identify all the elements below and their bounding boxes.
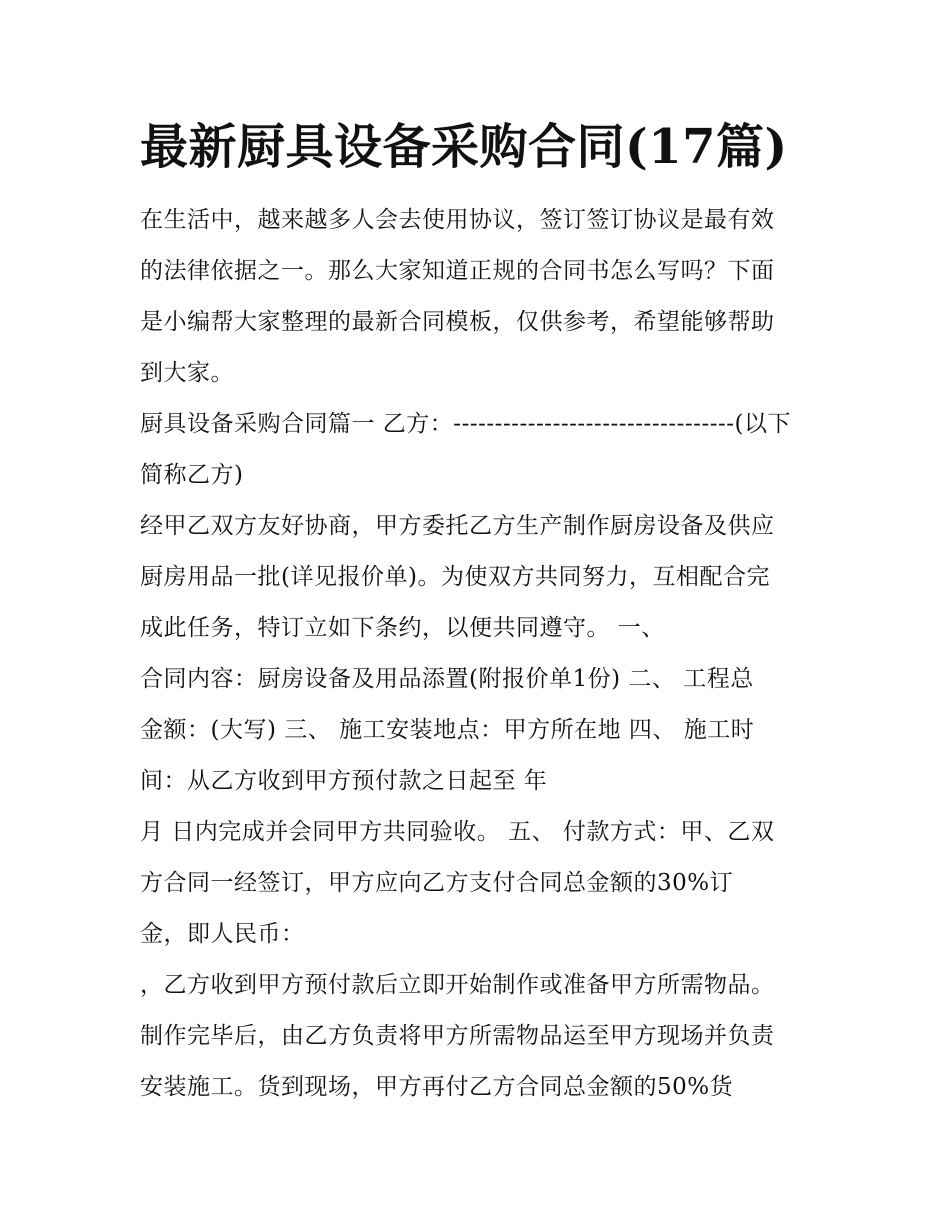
body-line-14: 方合同一经签订，甲方应向乙方支付合同总金额的30%订 [140,870,734,896]
body-line-3: 是小编帮大家整理的最新合同模板，仅供参考，希望能够帮助 [140,309,775,335]
body-line-7: 经甲乙双方友好协商，甲方委托乙方生产制作厨房设备及供应 [140,513,775,539]
body-line-8: 厨房用品一批(详见报价单)。为使双方共同努力，互相配合完 [140,564,770,590]
body-line-2: 的法律依据之一。那么大家知道正规的合同书怎么写吗？下面 [140,258,775,284]
body-line-13: 月 日内完成并会同甲方共同验收。 五、 付款方式：甲、乙双 [140,819,775,845]
body-line-17: 制作完毕后，由乙方负责将甲方所需物品运至甲方现场并负责 [140,1023,775,1049]
document-title: 最新厨具设备采购合同(17篇) [140,119,788,175]
body-line-18: 安装施工。货到现场，甲方再付乙方合同总金额的50%货 [140,1074,734,1100]
body-line-15: 金，即人民币： [140,921,305,947]
body-line-12: 间：从乙方收到甲方预付款之日起至 年 [140,768,548,794]
body-line-6: 简称乙方) [140,462,244,488]
body-line-16: ，乙方收到甲方预付款后立即开始制作或准备甲方所需物品。 [140,972,775,998]
body-line-5: 厨具设备采购合同篇一 乙方：----------------------------------(以下 [140,411,792,437]
body-line-10: 合同内容：厨房设备及用品添置(附报价单1份) 二、 工程总 [140,666,754,692]
body-line-9: 成此任务，特订立如下条约，以便共同遵守。 一、 [140,615,665,641]
body-line-4: 到大家。 [140,360,234,386]
body-line-1: 在生活中，越来越多人会去使用协议，签订签订协议是最有效 [140,207,775,233]
body-line-11: 金额：(大写) 三、 施工安装地点：甲方所在地 四、 施工时 [140,717,755,743]
